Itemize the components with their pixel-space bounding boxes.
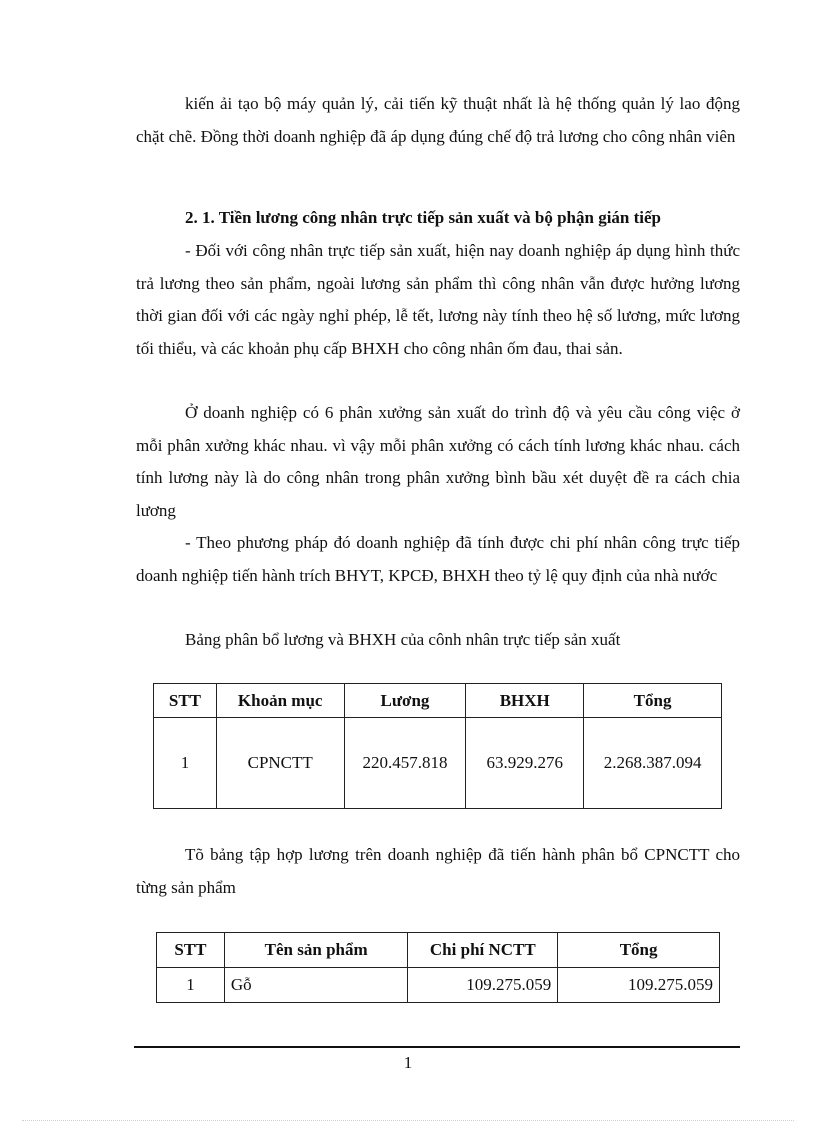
cell-product-name: Gỗ <box>224 968 408 1003</box>
cell-total: 109.275.059 <box>558 968 720 1003</box>
header-stt: STT <box>157 933 225 968</box>
paragraph-direct-workers: - Đối với công nhân trực tiếp sản xuất, hiện nay doanh nghiệp áp dụng hình thức trả lương theo sản phẩm, ngoài lương sản phẩm thì công nhân vẫn được hưởng lương thời gian đối với các ngày nghỉ phép, lễ tết, lương này tính theo hệ số lương, mức lương tối thiểu, và các khoản phụ cấp BHXH cho công nhân ốm đau, thai sản. <box>136 241 740 358</box>
cell-total: 2.268.387.094 <box>584 718 722 809</box>
section-heading: 2. 1. Tiền lương công nhân trực tiếp sản xuất và bộ phận gián tiếp <box>185 208 662 227</box>
header-item: Khoản mục <box>216 684 344 718</box>
table-header-row <box>154 684 722 718</box>
header-total: Tổng <box>558 933 720 968</box>
table-row <box>157 968 720 1003</box>
cell-salary: 220.457.818 <box>344 718 466 809</box>
header-salary: Lương <box>344 684 466 718</box>
paragraph-workshops: Ở doanh nghiệp có 6 phân xưởng sản xuất do trình độ và yêu cầu công việc ở mỗi phân xưởng khác nhau. vì vậy mỗi phân xưởng có cách tính lương khác nhau. cách tính lương này là do công nhân trong phân xưởng bình bầu xét duyệt đề ra cách chia lương <box>136 403 740 520</box>
header-total: Tổng <box>584 684 722 718</box>
cell-direct-labor-cost: 109.275.059 <box>408 968 558 1003</box>
paragraph-method: - Theo phương pháp đó doanh nghiệp đã tính được chi phí nhân công trực tiếp doanh nghiệp tiến hành trích BHYT, KPCĐ, BHXH theo tỷ lệ quy định của nhà nước <box>136 533 740 585</box>
header-bhxh: BHXH <box>466 684 584 718</box>
cell-stt: 1 <box>157 968 225 1003</box>
paragraph-intro <box>136 88 740 153</box>
cell-stt: 1 <box>154 718 217 809</box>
table1-caption: Bảng phân bổ lương và BHXH của cônh nhân trực tiếp sản xuất <box>185 630 621 649</box>
table-row <box>154 718 722 809</box>
cell-bhxh: 63.929.276 <box>466 718 584 809</box>
product-cost-table <box>156 932 720 1003</box>
footer-divider <box>134 1046 740 1048</box>
salary-allocation-table <box>153 683 722 809</box>
header-direct-labor-cost: Chi phí NCTT <box>408 933 558 968</box>
page-bottom-border <box>22 1120 794 1121</box>
header-stt: STT <box>154 684 217 718</box>
paragraph-allocation: Tõ bảng tập hợp lương trên doanh nghiệp đã tiến hành phân bổ CPNCTT cho từng sản phẩm <box>136 845 740 897</box>
cell-item: CPNCTT <box>216 718 344 809</box>
page-number: 1 <box>403 1053 413 1072</box>
table-header-row <box>157 933 720 968</box>
header-product-name: Tên sản phẩm <box>224 933 408 968</box>
paragraph-intro-text: kiến ải tạo bộ máy quản lý, cải tiến kỹ thuật nhất là hệ thống quản lý lao động chặt chẽ. Đồng thời doanh nghiệp đã áp dụng đúng chế độ trả lương cho công nhân viên <box>136 94 740 146</box>
